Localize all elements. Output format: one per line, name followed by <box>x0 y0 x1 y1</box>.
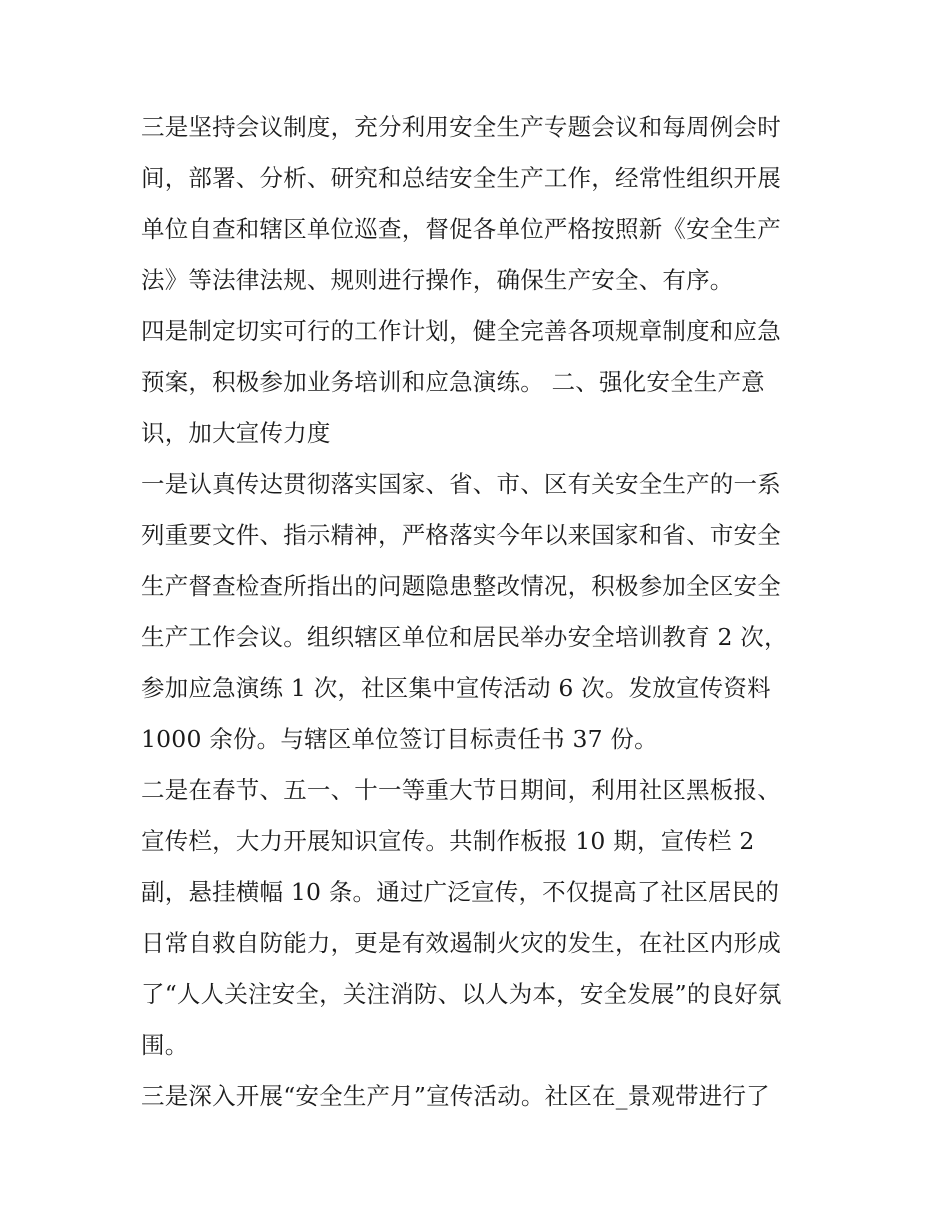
text-line-17: 日常自救自防能力，更是有效遏制火灾的发生，在社区内形成 <box>141 929 781 957</box>
text-line-2: 间，部署、分析、研究和总结安全生产工作，经常性组织开展 <box>141 164 781 192</box>
text-line-13: 1000 余份。与辖区单位签订目标责任书 37 份。 <box>141 725 658 753</box>
text-line-11: 生产工作会议。组织辖区单位和居民举办安全培训教育 2 次， <box>141 623 788 651</box>
text-line-10: 生产督查检查所指出的问题隐患整改情况，积极参加全区安全 <box>141 572 781 600</box>
text-line-12: 参加应急演练 1 次，社区集中宣传活动 6 次。发放宣传资料 <box>141 674 771 702</box>
text-line-16: 副，悬挂横幅 10 条。通过广泛宣传，不仅提高了社区居民的 <box>141 878 780 906</box>
text-line-5: 四是制定切实可行的工作计划，健全完善各项规章制度和应急 <box>141 317 781 345</box>
text-line-1: 三是坚持会议制度，充分利用安全生产专题会议和每周例会时 <box>141 113 781 141</box>
text-line-18: 了“人人关注安全，关注消防、以人为本，安全发展”的良好氛 <box>141 980 782 1008</box>
text-line-4: 法》等法律法规、规则进行操作，确保生产安全、有序。 <box>141 266 734 294</box>
text-line-9: 列重要文件、指示精神，严格落实今年以来国家和省、市安全 <box>141 521 781 549</box>
text-line-15: 宣传栏，大力开展知识宣传。共制作板报 10 期，宣传栏 2 <box>141 827 755 855</box>
text-line-19: 围。 <box>141 1031 189 1059</box>
text-line-3: 单位自查和辖区单位巡查，督促各单位严格按照新《安全生产 <box>141 215 781 243</box>
text-line-20: 三是深入开展“安全生产月”宣传活动。社区在_景观带进行了 <box>141 1082 770 1110</box>
text-line-6: 预案，积极参加业务培训和应急演练。 二、强化安全生产意 <box>141 368 765 396</box>
document-body <box>141 102 821 1122</box>
text-line-7: 识，加大宣传力度 <box>141 419 331 447</box>
text-line-8: 一是认真传达贯彻落实国家、省、市、区有关安全生产的一系 <box>141 470 781 498</box>
text-line-14: 二是在春节、五一、十一等重大节日期间，利用社区黑板报、 <box>141 776 781 804</box>
